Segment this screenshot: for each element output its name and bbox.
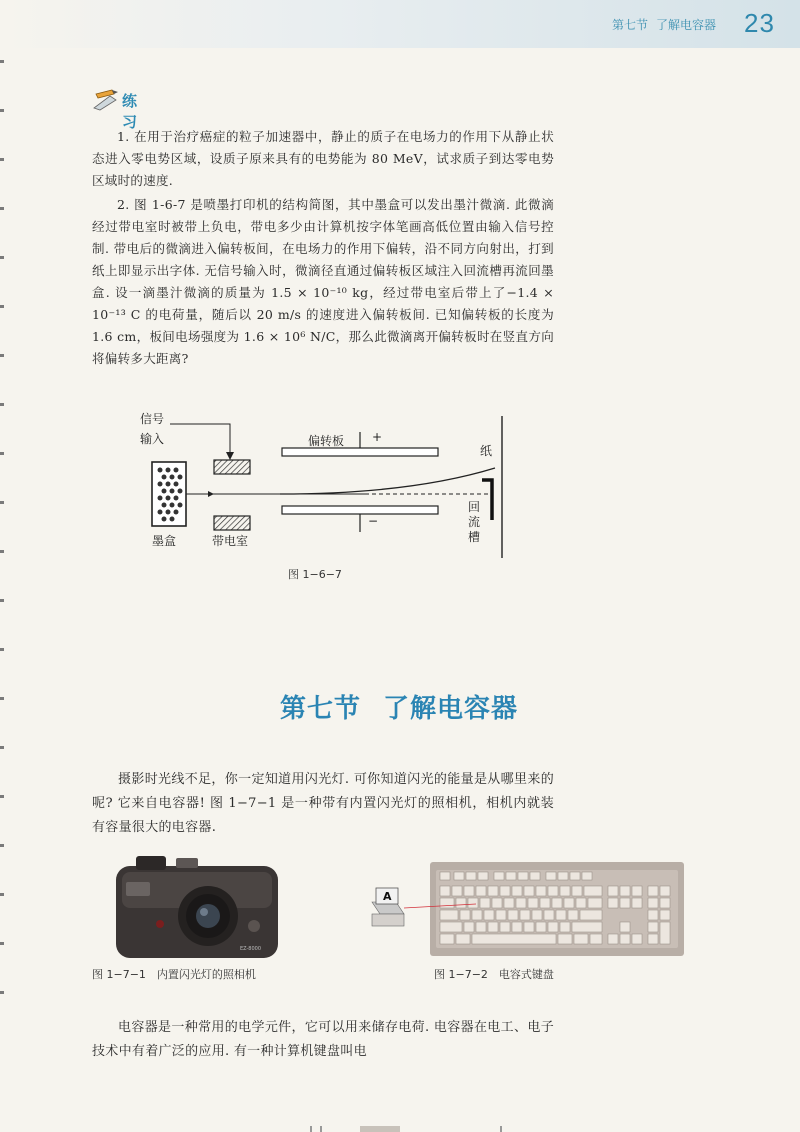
figure-1-6-7-caption: 图 1−6−7 <box>288 568 342 581</box>
header-section-title: 了解电容器 <box>656 18 717 32</box>
a-key-letter: A <box>383 890 392 903</box>
camera-model-text: EZ-8000 <box>240 946 262 952</box>
figure-1-6-7 <box>130 410 530 560</box>
deflection-plate-top <box>282 448 438 456</box>
charge-label: 带电室 <box>212 534 249 548</box>
bottom-scan-marks <box>300 1124 560 1132</box>
pen-icon <box>92 88 120 112</box>
figure-1-7-2-caption: 图 1−7−2 电容式键盘 <box>434 968 554 981</box>
gutter-label-3: 槽 <box>468 530 481 544</box>
margin-marks <box>0 60 6 1060</box>
exercise-1: 1. 在用于治疗癌症的粒子加速器中，静止的质子在电场力的作用下从静止状态进入零电势区域，设质子原来具有的电势能为 80 MeV，试求质子到达零电势区域时的速度. <box>92 129 554 188</box>
a-key-enlarged <box>372 888 404 926</box>
section-title <box>280 688 518 725</box>
deflection-plate-bottom <box>282 506 438 514</box>
body-paragraph-2: 电容器是一种常用的电学元件，它可以用来储存电荷. 电容器在电工、电子技术中有着广泛的应用. 有一种计算机键盘叫电 <box>92 1020 554 1059</box>
ink-label: 墨盒 <box>152 534 177 548</box>
input-label: 输入 <box>140 432 165 446</box>
plus-sign: + <box>372 430 383 444</box>
gutter-label-2: 流 <box>468 515 481 529</box>
paper-label: 纸 <box>480 444 493 458</box>
signal-label: 信号 <box>140 412 165 426</box>
section-name: 了解电容器 <box>383 694 519 724</box>
signal-wire <box>170 424 230 458</box>
plate-label: 偏转板 <box>308 434 345 448</box>
signal-arrow <box>226 452 234 460</box>
minus-sign: − <box>368 514 379 528</box>
droplet-path-deflected <box>280 468 495 494</box>
figure-1-7-1-caption: 图 1−7−1 内置闪光灯的照相机 <box>92 968 256 981</box>
gutter-shape <box>482 480 492 520</box>
gutter-label-1: 回 <box>468 500 481 514</box>
charge-electrode-bottom <box>214 516 250 530</box>
section-number: 第七节 <box>280 694 362 724</box>
exercise-title: 练习 <box>122 92 138 131</box>
exercise-2: 2. 图 1-6-7 是喷墨打印机的结构简图，其中墨盒可以发出墨汁微滴. 此微滴经过带电室时被带上负电，带电多少由计算机按字体笔画高低位置由输入信号控制. 带电后的微滴进入偏转板间，在电场力的作用下偏转，沿不同方向射出，打到纸上即显示出字体. 无信号输入时，微滴径直通过偏转板区域注入回流槽再流回墨盒. 设一滴墨汁微滴的质量为 1.5 × 10⁻¹⁰ kg，经过带电室后带上了−1.4 × 10⁻¹³ C 的电荷量，随后以 20 m/s 的速度进入偏转板间. 已知偏转板的长度为 1.6 cm，板间电场强度为 1.6 × 10⁶ N/C，那么此微滴离开偏转板时在竖直方向将偏转多大距离? <box>92 197 554 366</box>
header-section-number: 第七节 <box>612 18 649 32</box>
keyboard-image <box>366 858 686 958</box>
running-header <box>612 16 724 33</box>
charge-electrode-top <box>214 460 250 474</box>
body-paragraph-1: 摄影时光线不足，你一定知道用闪光灯. 可你知道闪光的能量是从哪里来的呢? 它来自电容器! 图 1−7−1 是一种带有内置闪光灯的照相机，相机内就装有容量很大的电容器. <box>92 772 554 835</box>
page-number: 23 <box>744 8 775 38</box>
camera-image <box>112 852 282 962</box>
